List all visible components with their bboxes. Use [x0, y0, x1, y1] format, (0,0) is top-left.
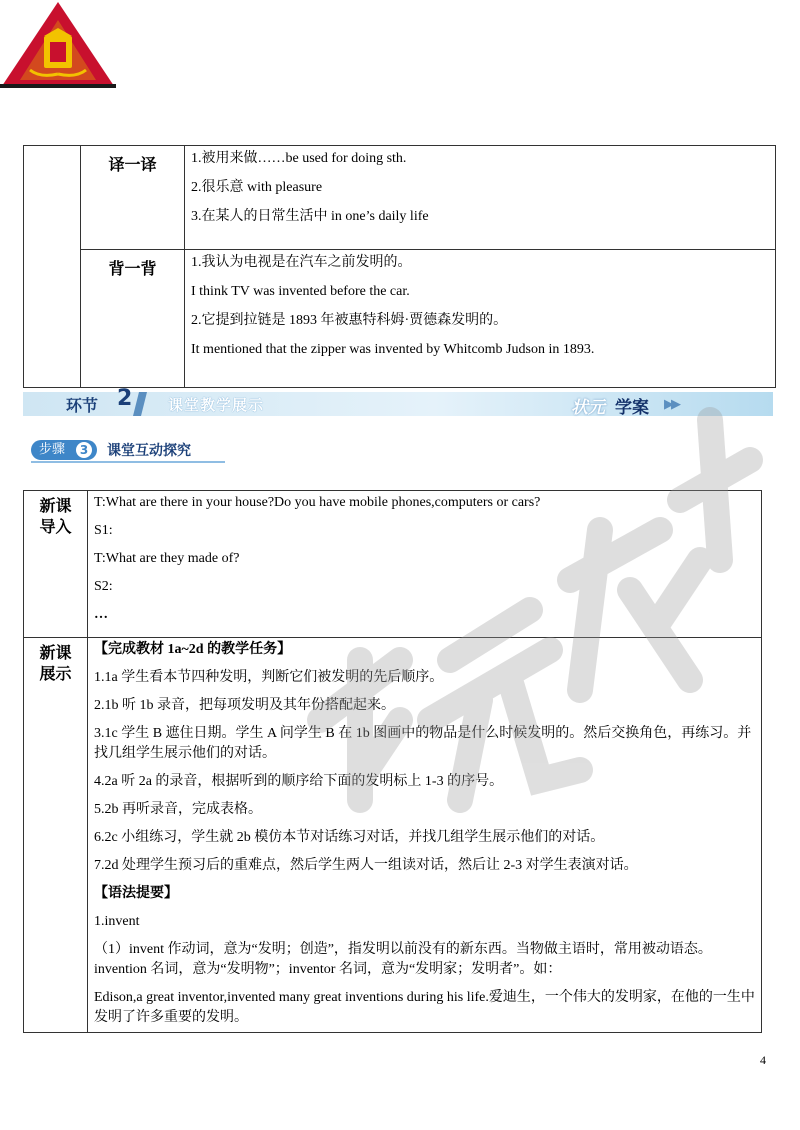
brand-part-b: 学案 — [615, 398, 649, 418]
recite-content — [185, 250, 776, 388]
section-number: 2 — [117, 386, 133, 411]
recite-item: It mentioned that the zipper was invented by Whitcomb Judson in 1893. — [191, 342, 595, 357]
task-item: 3.1c 学生 B 遮住日期。学生 A 问学生 B 在 1b 图画中的物品是什么时候发明的。然后交换角色，再练习。并找几组学生展示他们的对话。 — [94, 726, 752, 761]
brand-part-a: 状元 — [571, 398, 605, 418]
intro-label-line2: 导入 — [39, 517, 72, 536]
school-logo — [0, 0, 116, 88]
recite-label: 背一背 — [81, 250, 185, 388]
page-number: 4 — [760, 1053, 766, 1067]
double-arrow-icon: ▶▶ — [664, 396, 678, 411]
recite-item: 2.它提到拉链是 1893 年被惠特科姆·贾德森发明的。 — [191, 313, 508, 328]
grammar-heading: 【语法提要】 — [94, 886, 178, 901]
recite-item: I think TV was invented before the car. — [191, 284, 410, 299]
translate-content — [185, 146, 776, 250]
task-item: 2.1b 听 1b 录音，把每项发明及其年份搭配起来。 — [94, 698, 395, 713]
task-item: 7.2d 处理学生预习后的重难点，然后学生两人一组读对话，然后让 2-3 对学生表演对话。 — [94, 858, 638, 873]
blank-column — [24, 146, 81, 388]
task-item: 5.2b 再听录音，完成表格。 — [94, 802, 262, 817]
vocab-table — [23, 145, 776, 388]
present-label-line2: 展示 — [39, 664, 72, 683]
grammar-explain: （1）invent 作动词，意为“发明；创造”，指发明以前没有的新东西。当物做主语时，常用被动语态。invention 名词，意为“发明物”；inventor 名词，意为“发明家；发明者”。如： — [94, 942, 712, 977]
intro-line: T:What are they made of? — [94, 551, 240, 566]
step-label: 步骤 — [39, 442, 66, 457]
task-item: 6.2c 小组练习，学生就 2b 模仿本节对话练习对话，并找几组学生展示他们的对话。 — [94, 830, 605, 845]
section-prefix: 环节 — [66, 396, 99, 415]
recite-item: 1.我认为电视是在汽车之前发明的。 — [191, 255, 412, 270]
intro-line: T:What are there in your house?Do you have mobile phones,computers or cars? — [94, 495, 541, 510]
grammar-item: 1.invent — [94, 914, 140, 929]
translate-item: 2.很乐意 with pleasure — [191, 180, 323, 195]
intro-content — [88, 491, 762, 638]
step-title: 课堂互动探究 — [107, 443, 191, 459]
task-item: 1.1a 学生看本节四种发明，判断它们被发明的先后顺序。 — [94, 670, 444, 685]
present-label — [24, 638, 88, 1033]
step-number: 3 — [76, 442, 92, 458]
task-item: 4.2a 听 2a 的录音，根据听到的顺序给下面的发明标上 1-3 的序号。 — [94, 774, 504, 789]
present-content — [88, 638, 762, 1033]
lesson-table — [23, 490, 762, 1033]
slash-decoration — [133, 392, 159, 416]
intro-label-line1: 新课 — [39, 496, 72, 515]
translate-item: 1.被用来做……be used for doing sth. — [191, 151, 407, 166]
intro-line: S2: — [94, 579, 113, 594]
intro-label — [24, 491, 88, 638]
translate-item: 3.在某人的日常生活中 in one’s daily life — [191, 209, 429, 224]
translate-label: 译一译 — [81, 146, 185, 250]
section-banner — [23, 386, 773, 418]
intro-line: … — [94, 607, 108, 622]
present-label-line1: 新课 — [39, 643, 72, 662]
grammar-example: Edison,a great inventor,invented many great inventions during his life.爱迪生，一个伟大的发明家，在他的一生中发明了许多重要的发明。 — [94, 990, 755, 1025]
present-heading: 【完成教材 1a~2d 的教学任务】 — [94, 642, 292, 657]
intro-line: S1: — [94, 523, 113, 538]
section-title: 课堂教学展示 — [168, 396, 265, 414]
step-underline — [31, 461, 225, 463]
